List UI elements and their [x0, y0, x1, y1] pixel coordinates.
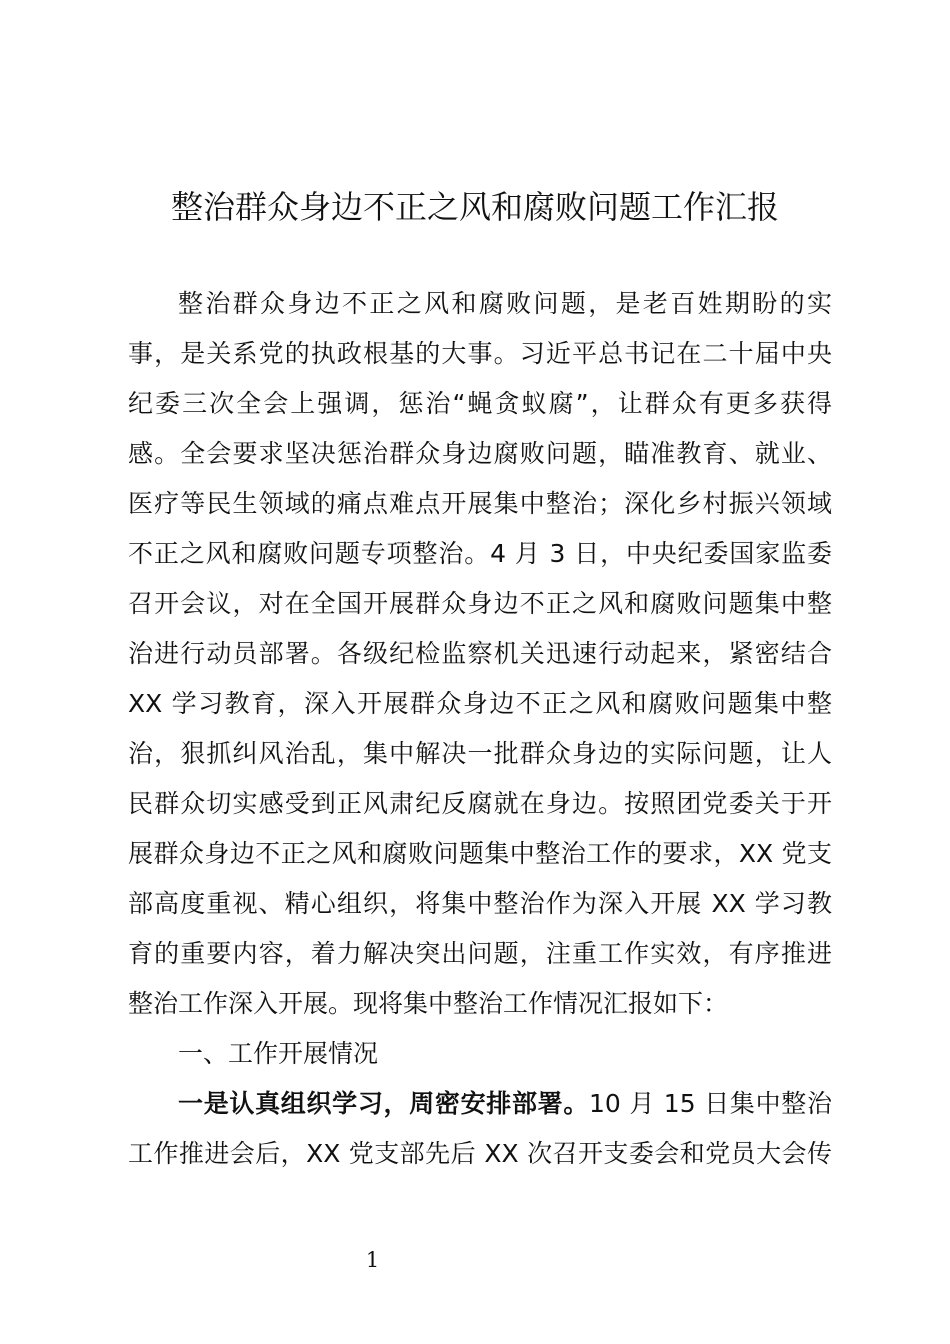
paragraph-line: 整治工作深入开展。现将集中整治工作情况汇报如下：	[128, 989, 729, 1018]
paragraph-line: 纪委三次全会上强调，惩治“蝇贪蚁腐”，让群众有更多获得	[128, 389, 832, 418]
paragraph-text: 10 月 15 日集中整治	[589, 1089, 832, 1118]
paragraph-line	[178, 1087, 832, 1121]
page-number: 1	[365, 1248, 380, 1272]
paragraph-line: 整治群众身边不正之风和腐败问题，是老百姓期盼的实	[178, 289, 832, 318]
section-heading: 一、工作开展情况	[178, 1039, 379, 1068]
paragraph-line: 展群众身边不正之风和腐败问题集中整治工作的要求，XX 党支	[128, 839, 832, 868]
paragraph-line: 事，是关系党的执政根基的大事。习近平总书记在二十届中央	[128, 339, 832, 368]
paragraph-line: 治进行动员部署。各级纪检监察机关迅速行动起来，紧密结合	[128, 639, 832, 668]
bold-lead: 一是认真组织学习，周密安排部署。	[178, 1089, 590, 1118]
paragraph-line: 召开会议，对在全国开展群众身边不正之风和腐败问题集中整	[128, 589, 832, 618]
paragraph-line: XX 学习教育，深入开展群众身边不正之风和腐败问题集中整	[128, 689, 832, 718]
paragraph-line: 医疗等民生领域的痛点难点开展集中整治；深化乡村振兴领域	[128, 489, 832, 518]
paragraph-line: 工作推进会后，XX 党支部先后 XX 次召开支委会和党员大会传	[128, 1139, 832, 1168]
paragraph-line: 育的重要内容，着力解决突出问题，注重工作实效，有序推进	[128, 939, 832, 968]
paragraph-line: 感。全会要求坚决惩治群众身边腐败问题，瞄准教育、就业、	[128, 439, 832, 468]
paragraph-line: 治，狠抓纠风治乱，集中解决一批群众身边的实际问题，让人	[128, 739, 832, 768]
paragraph-line: 民群众切实感受到正风肃纪反腐就在身边。按照团党委关于开	[128, 789, 832, 818]
paragraph-line: 不正之风和腐败问题专项整治。4 月 3 日，中央纪委国家监委	[128, 539, 832, 568]
paragraph-line: 部高度重视、精心组织，将集中整治作为深入开展 XX 学习教	[128, 889, 832, 918]
document-title: 整治群众身边不正之风和腐败问题工作汇报	[170, 188, 779, 226]
